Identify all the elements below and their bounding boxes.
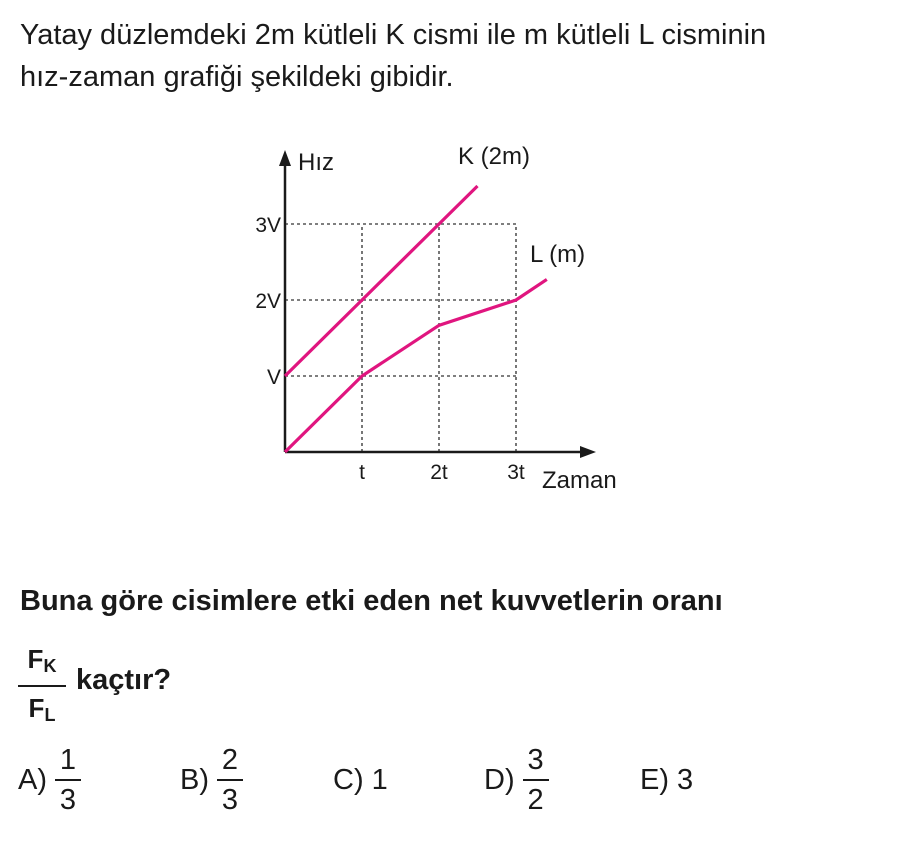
choice-a-letter: A) <box>18 763 47 796</box>
stem-line-1: Yatay düzlemdeki 2m kütleli K cismi ile m kütleli L cisminin <box>20 19 767 51</box>
fraction-denominator: $F_L$ <box>28 693 56 725</box>
series-labels <box>458 143 585 268</box>
y-tick-label: 3V <box>255 214 281 237</box>
y-axis-arrow <box>279 150 291 166</box>
x-tick-label: t <box>359 461 365 484</box>
force-ratio-fraction <box>18 644 66 730</box>
question-tail: kaçtır? <box>76 664 172 696</box>
y-axis-label: Hız <box>298 149 334 176</box>
choice-a[interactable] <box>18 745 81 815</box>
choice-b[interactable] <box>180 745 243 815</box>
question-text: Buna göre cisimlere etki eden net kuvvetlerin oranı <box>20 585 723 617</box>
choice-b-letter: B) <box>180 763 209 796</box>
choice-a-fraction: $\frac{1}{3}$ <box>55 745 81 815</box>
choice-e-value: 3 <box>677 763 694 796</box>
fraction-numerator: $F_K$ <box>27 644 57 676</box>
series-label-l: L (m) <box>530 241 586 268</box>
x-tick-label: 2t <box>430 461 448 484</box>
stem-line-2: hız-zaman grafiği şekildeki gibidir. <box>20 61 454 93</box>
choice-d-fraction: $\frac{3}{2}$ <box>523 745 549 815</box>
series-lines <box>285 186 547 452</box>
series-line-l <box>285 279 547 452</box>
x-axis-arrow <box>580 446 596 458</box>
fraction-bar <box>18 685 66 687</box>
x-axis-label: Zaman <box>542 467 617 494</box>
choice-d[interactable] <box>484 745 549 815</box>
choice-c-letter: C) <box>333 763 364 796</box>
series-label-k: K (2m) <box>458 143 530 170</box>
choice-e[interactable] <box>640 745 693 815</box>
series-line-k <box>285 186 478 376</box>
choice-e-letter: E) <box>640 763 669 796</box>
x-tick-label: 3t <box>507 461 525 484</box>
y-tick-label: 2V <box>255 290 281 313</box>
choice-c[interactable] <box>333 745 388 815</box>
choice-c-value: 1 <box>371 763 388 796</box>
y-tick-label: V <box>266 366 281 389</box>
choice-b-fraction: $\frac{2}{3}$ <box>217 745 243 815</box>
choice-d-letter: D) <box>484 763 515 796</box>
